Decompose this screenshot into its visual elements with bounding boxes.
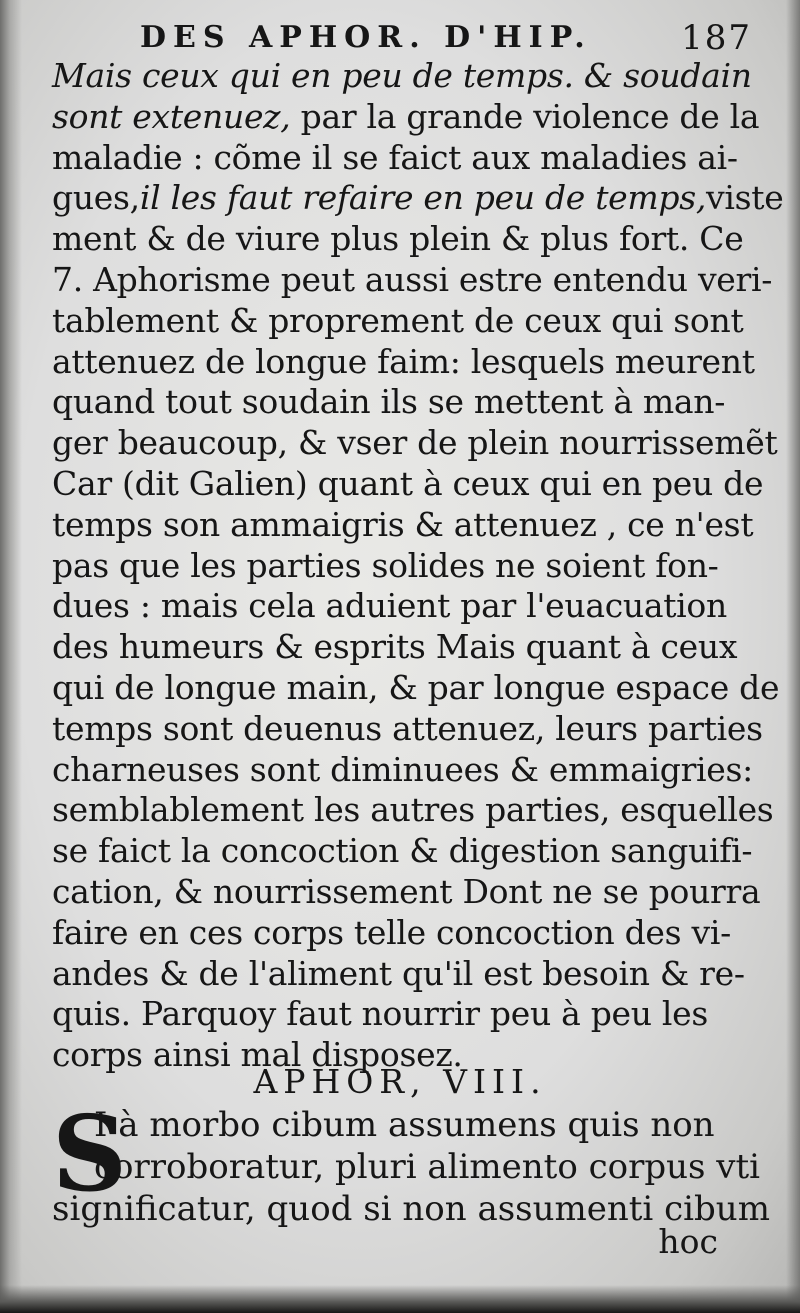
text-line: temps son ammaigris & attenuez , ce n'est [52,504,754,544]
page-edge-shadow [786,0,800,1313]
text-line: se faict la concoction & digestion sanguifi- [52,831,753,871]
text-line: cation, & nourrissement Dont ne se pourra [52,871,761,911]
commentary-text [52,56,784,1076]
page-number: 187 [681,18,752,58]
text-line: semblablement les autres parties, esquelles [52,790,774,830]
text-line: quand tout soudain ils se mettent à man- [52,382,726,422]
text-line: 7. Aphorisme peut aussi estre entendu veri- [52,259,773,299]
text-line: temps sont deuenus attenuez, leurs parties [52,708,763,748]
drop-cap-initial: S [52,1092,128,1215]
text-line: faire en ces corps telle concoction des vi- [52,912,731,952]
text-line: gues,il les faut refaire en peu de temps,viste [52,178,784,218]
text-line: sont extenuez, par la grande violence de la [52,96,760,136]
text-line: des humeurs & esprits Mais quant à ceux [52,627,738,667]
latin-line: significatur, quod si non assumenti cibum [52,1189,770,1229]
text-line: pas que les parties solides ne soient fon- [52,545,719,585]
text-line: Mais ceux qui en peu de temps. & soudain [52,56,752,95]
text-line: ger beaucoup, & vser de plein nourrissemẽt [52,423,778,463]
latin-aphorism [52,1092,770,1230]
latin-line: corroboratur, pluri alimento corpus vti [94,1147,761,1187]
text-line: quis. Parquoy faut nourrir peu à peu les [52,994,709,1034]
text-line: attenuez de longue faim: lesquels meurent [52,341,755,381]
text-line: corps ainsi mal disposez. [52,1035,463,1075]
aphorism-heading: APHOR, VIII. [253,1062,547,1101]
running-title: DES APHOR. D'HIP. [140,20,592,55]
page-bottom-edge [0,1285,800,1313]
text-line: ment & de viure plus plein & plus fort. Ce [52,219,744,259]
text-line: maladie : cõme il se faict aux maladies ai- [52,137,738,177]
text-line: charneuses sont diminuees & emmaigries: [52,749,753,789]
latin-line: I à morbo cibum assumens quis non [94,1105,715,1145]
text-line: dues : mais cela aduient par l'euacuation [52,586,727,626]
spine-shadow [0,0,22,1313]
catchword: hoc [658,1222,718,1261]
running-head [62,14,762,60]
text-line: andes & de l'aliment qu'il est besoin & re- [52,953,745,993]
text-line: Car (dit Galien) quant à ceux qui en peu de [52,463,764,503]
text-line: tablement & proprement de ceux qui sont [52,300,744,340]
text-line: qui de longue main, & par longue espace de [52,667,780,707]
